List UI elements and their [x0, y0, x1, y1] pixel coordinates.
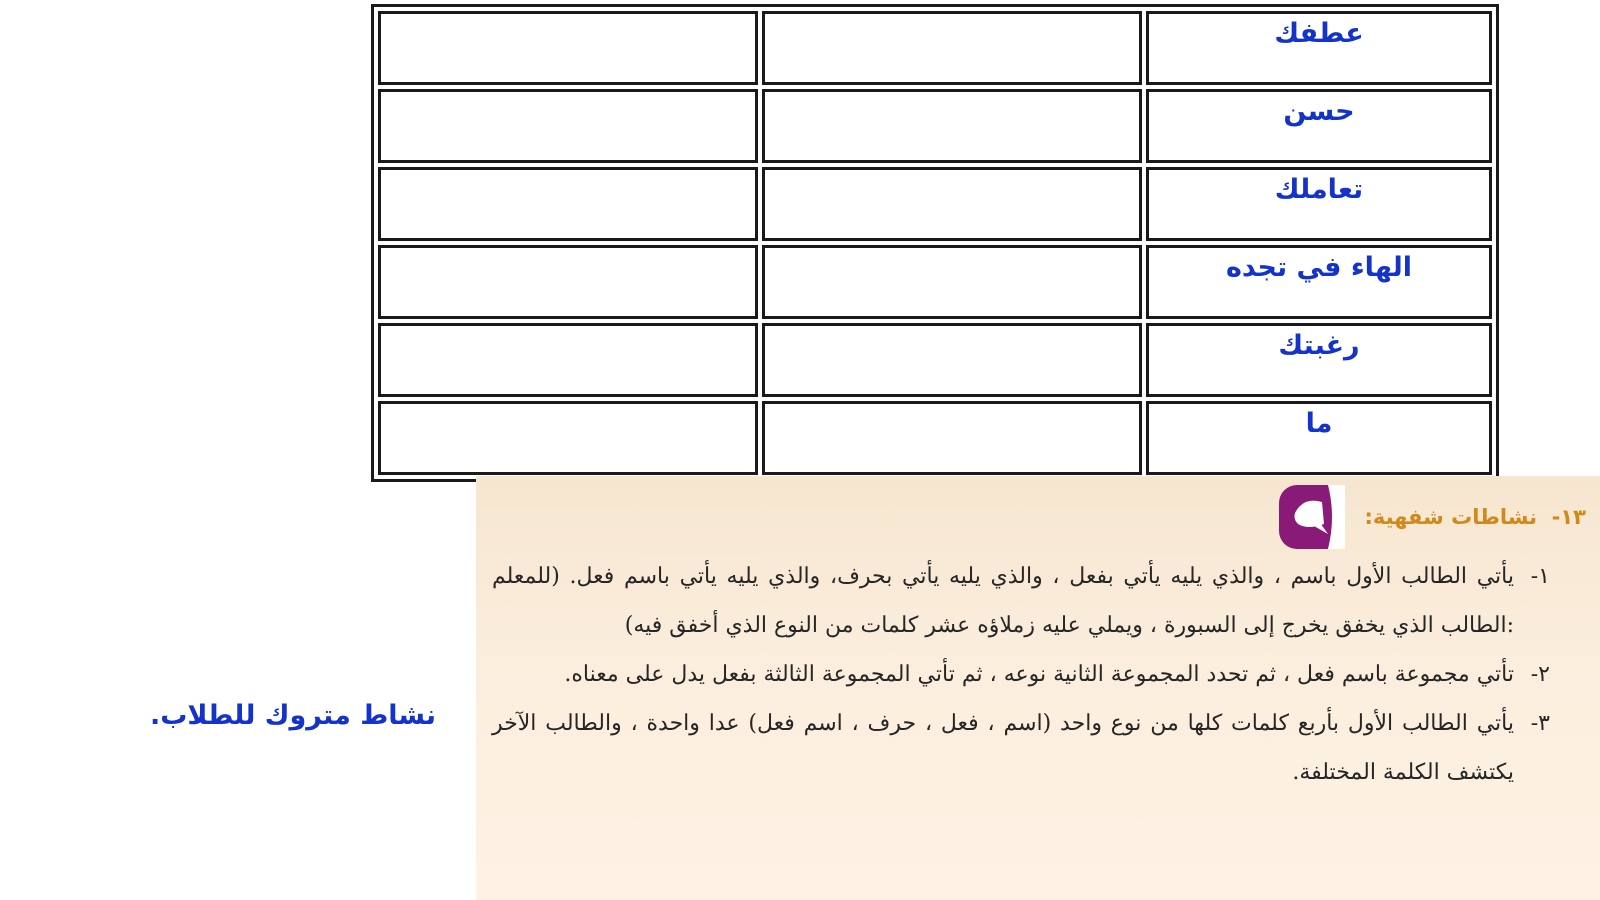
side-note: نشاط متروك للطلاب. [149, 700, 436, 731]
blank-cell[interactable] [378, 323, 758, 397]
word-cell: عطفك [1146, 11, 1492, 85]
blank-cell[interactable] [378, 11, 758, 85]
item-text: يأتي الطالب الأول بأربع كلمات كلها من نوع واحد (اسم ، فعل ، حرف ، اسم فعل) عدا واحدة ، والطالب الآخر يكتشف الكلمة المختلفة. [492, 711, 1514, 785]
blank-cell[interactable] [762, 323, 1142, 397]
item-number: ١- [1530, 564, 1550, 589]
activity-item [492, 552, 1550, 650]
table-row [378, 323, 1492, 397]
blank-cell[interactable] [762, 167, 1142, 241]
word-cell: الهاء في تجده [1146, 245, 1492, 319]
blank-cell[interactable] [762, 11, 1142, 85]
blank-cell[interactable] [378, 167, 758, 241]
item-text: تأتي مجموعة باسم فعل ، ثم تحدد المجموعة الثانية نوعه ، ثم تأتي المجموعة الثالثة بفعل يدل على معناه. [564, 662, 1514, 687]
activity-title-text: نشاطات شفهية: [1364, 505, 1538, 529]
blank-cell[interactable] [762, 245, 1142, 319]
activity-title [1364, 505, 1586, 529]
activity-items [492, 552, 1550, 797]
blank-cell[interactable] [378, 89, 758, 163]
speech-bubble-icon [1278, 484, 1346, 550]
blank-cell[interactable] [378, 401, 758, 475]
activity-number: ١٣- [1551, 505, 1586, 529]
answer-table [371, 4, 1499, 482]
table-row [378, 167, 1492, 241]
blank-cell[interactable] [378, 245, 758, 319]
blank-cell[interactable] [762, 89, 1142, 163]
blank-cell[interactable] [762, 401, 1142, 475]
item-text: يأتي الطالب الأول باسم ، والذي يليه يأتي بفعل ، والذي يليه يأتي بحرف، والذي يليه يأتي باسم فعل. (للمعلم :الطالب الذي يخفق يخرج إلى السبورة ، ويملي عليه زملاؤه عشر كلمات من النوع الذي أخفق فيه) [492, 564, 1514, 638]
item-number: ٢- [1530, 662, 1550, 687]
word-cell: رغبتك [1146, 323, 1492, 397]
word-cell: تعاملك [1146, 167, 1492, 241]
table-row [378, 401, 1492, 475]
item-number: ٣- [1530, 711, 1550, 736]
activity-header [1278, 484, 1586, 550]
word-cell: حسن [1146, 89, 1492, 163]
table-row [378, 11, 1492, 85]
oral-activities-panel [476, 476, 1600, 900]
table-row [378, 245, 1492, 319]
activity-item [492, 699, 1550, 797]
activity-item [492, 650, 1550, 699]
table-row [378, 89, 1492, 163]
word-cell: ما [1146, 401, 1492, 475]
